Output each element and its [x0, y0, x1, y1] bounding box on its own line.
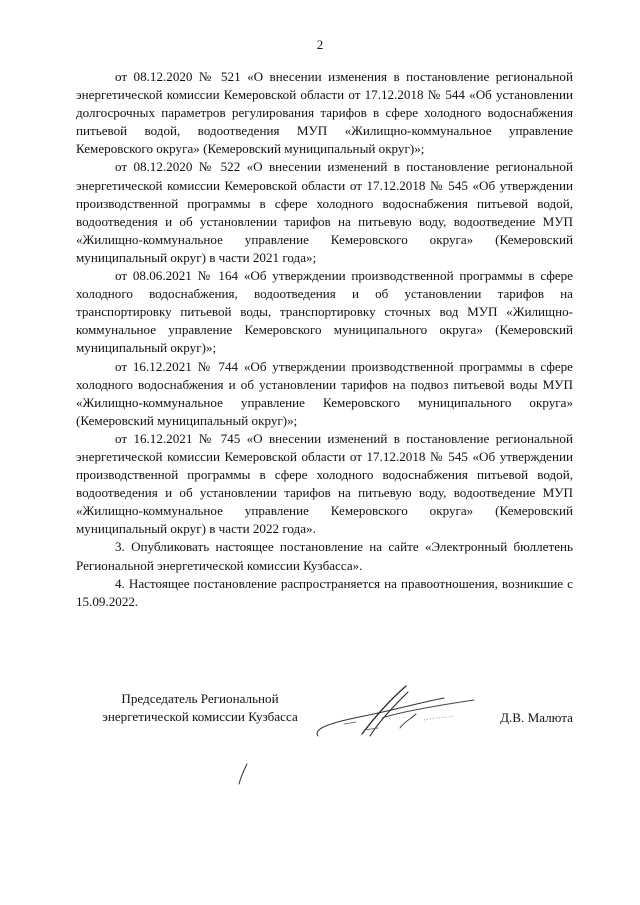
signature-block [76, 690, 573, 760]
document-body [76, 68, 573, 611]
paragraph-item-3: 3. Опубликовать настоящее постановление на сайте «Электронный бюллетень Региональной энергетической комиссии Кузбасса». [76, 539, 573, 573]
signer-title-line2: энергетической комиссии Кузбасса [102, 709, 298, 725]
handwritten-signature [304, 678, 494, 748]
signer-title-line1: Председатель Региональной [121, 691, 279, 706]
paragraph-resolution-164: от 08.06.2021 № 164 «Об утверждении производственной программы в сфере холодного водоснабжения, водоотведения и об установлении тарифов на транспортировку питьевой воды, транспортировку сточных вод МУП «Жилищно-коммунальное управление Кемеровского муниципального округа» (Кемеровский муниципальный округ)»; [76, 268, 573, 356]
paragraph-resolution-521: от 08.12.2020 № 521 «О внесении изменения в постановление региональной энергетической комиссии Кемеровской области от 17.12.2018 № 544 «Об установлении долгосрочных параметров регулирования тарифов в сфере холодного водоснабжения питьевой водой, водоотведения МУП «Жилищно-коммунальное управление Кемеровского округа» (Кемеровский муниципальный округ)»; [76, 69, 573, 157]
signer-name: Д.В. Малюта [500, 710, 573, 725]
page-number: 2 [316, 37, 324, 52]
signer-title [90, 690, 310, 726]
pen-mark [236, 762, 250, 786]
paragraph-resolution-745: от 16.12.2021 № 745 «О внесении изменений в постановление региональной энергетической комиссии Кемеровской области от 17.12.2018 № 545 «Об утверждении производственной программы в сфере холодного водоснабжения питьевой водой, водоотведения и об установлении тарифов на питьевую воду, водоотведение МУП «Жилищно-коммунальное управление Кемеровского округа» (Кемеровский муниципальный округ) в части 2022 года». [76, 430, 573, 537]
paragraph-item-4: 4. Настоящее постановление распространяется на правоотношения, возникшие с 15.09.2022. [76, 575, 573, 609]
paragraph-resolution-744: от 16.12.2021 № 744 «Об утверждении производственной программы в сфере холодного водоснабжения и об установлении тарифов на подвоз питьевой воды МУП «Жилищно-коммунальное управление Кемеровского муниципального округа» (Кемеровский муниципальный округ)»; [76, 358, 573, 428]
paragraph-resolution-522: от 08.12.2020 № 522 «О внесении изменений в постановление региональной энергетической комиссии Кемеровской области от 17.12.2018 № 545 «Об утверждении производственной программы в сфере холодного водоснабжения питьевой водой, водоотведения и об установлении тарифов на питьевую воду, водоотведение МУП «Жилищно-коммунальное управление Кемеровского округа» (Кемеровский муниципальный округ) в части 2021 года»; [76, 159, 573, 265]
